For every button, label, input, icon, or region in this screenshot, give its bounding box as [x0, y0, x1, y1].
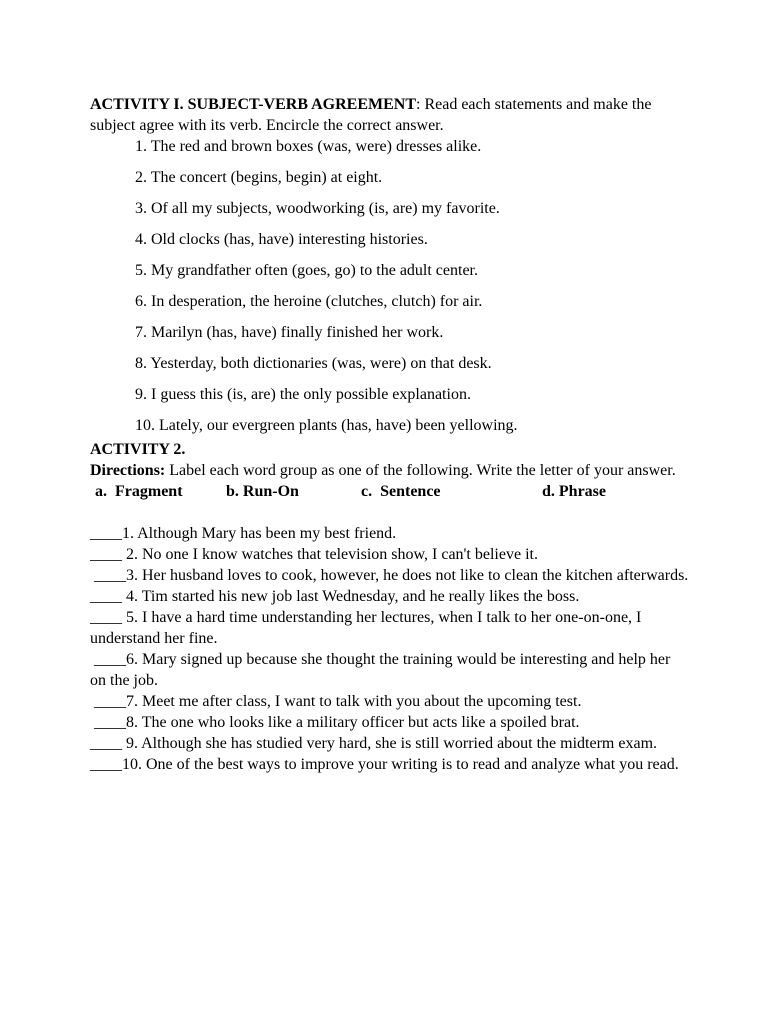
activity1-item: 2. The concert (begins, begin) at eight.	[135, 169, 383, 186]
activity1-item: 10. Lately, our evergreen plants (has, have) been yellowing.	[135, 417, 518, 434]
activity2-item: ____10. One of the best ways to improve your writing is to read and analyze what you read.	[90, 756, 679, 773]
activity1-item: 7. Marilyn (has, have) finally finished her work.	[135, 324, 444, 341]
activity1-item: 4. Old clocks (has, have) interesting histories.	[135, 231, 428, 248]
activity1-heading: ACTIVITY I. SUBJECT-VERB AGREEMENT	[90, 96, 416, 113]
directions-text: Label each word group as one of the following. Write the letter of your answer.	[165, 462, 676, 479]
activity2-item: ____6. Mary signed up because she thought the training would be interesting and help her on the job.	[90, 651, 675, 689]
option-fragment: a. Fragment	[95, 483, 183, 500]
activity1-intro	[90, 94, 690, 136]
activity2-directions	[90, 460, 690, 481]
option-phrase: d. Phrase	[542, 483, 606, 500]
activity1-item: 6. In desperation, the heroine (clutches, clutch) for air.	[135, 293, 483, 310]
blank-line	[90, 502, 690, 523]
activity2-list	[90, 523, 690, 775]
activity1-item: 8. Yesterday, both dictionaries (was, were) on that desk.	[135, 355, 492, 372]
activity2-item: ____1. Although Mary has been my best friend.	[90, 525, 397, 542]
activity2-title: ACTIVITY 2.	[90, 441, 186, 458]
activity1-item: 5. My grandfather often (goes, go) to the adult center.	[135, 262, 478, 279]
option-run-on: b. Run-On	[226, 483, 299, 500]
activity2-item: ____8. The one who looks like a military officer but acts like a spoiled brat.	[90, 714, 580, 731]
directions-label: Directions:	[90, 462, 166, 479]
activity1-list	[90, 136, 690, 436]
activity2-item: ____3. Her husband loves to cook, however, he does not like to clean the kitchen afterwards.	[90, 567, 689, 584]
activity2-item: ____ 2. No one I know watches that television show, I can't believe it.	[90, 546, 538, 563]
activity2-item: ____ 4. Tim started his new job last Wednesday, and he really likes the boss.	[90, 588, 580, 605]
activity2-item: ____7. Meet me after class, I want to talk with you about the upcoming test.	[90, 693, 582, 710]
activity2-item: ____ 5. I have a hard time understanding her lectures, when I talk to her one-on-one, I understand her fine.	[90, 609, 646, 647]
activity1-item: 1. The red and brown boxes (was, were) dresses alike.	[135, 138, 482, 155]
worksheet-page	[90, 94, 690, 775]
option-sentence: c. Sentence	[361, 483, 441, 500]
activity1-item: 9. I guess this (is, are) the only possible explanation.	[135, 386, 471, 403]
activity1-item: 3. Of all my subjects, woodworking (is, are) my favorite.	[135, 200, 500, 217]
answer-options	[90, 481, 690, 502]
activity2-item: ____ 9. Although she has studied very hard, she is still worried about the midterm exam.	[90, 735, 658, 752]
activity1-instructions: : Read each statements and make the subject agree with its verb. Encircle the correct answer.	[90, 96, 652, 134]
